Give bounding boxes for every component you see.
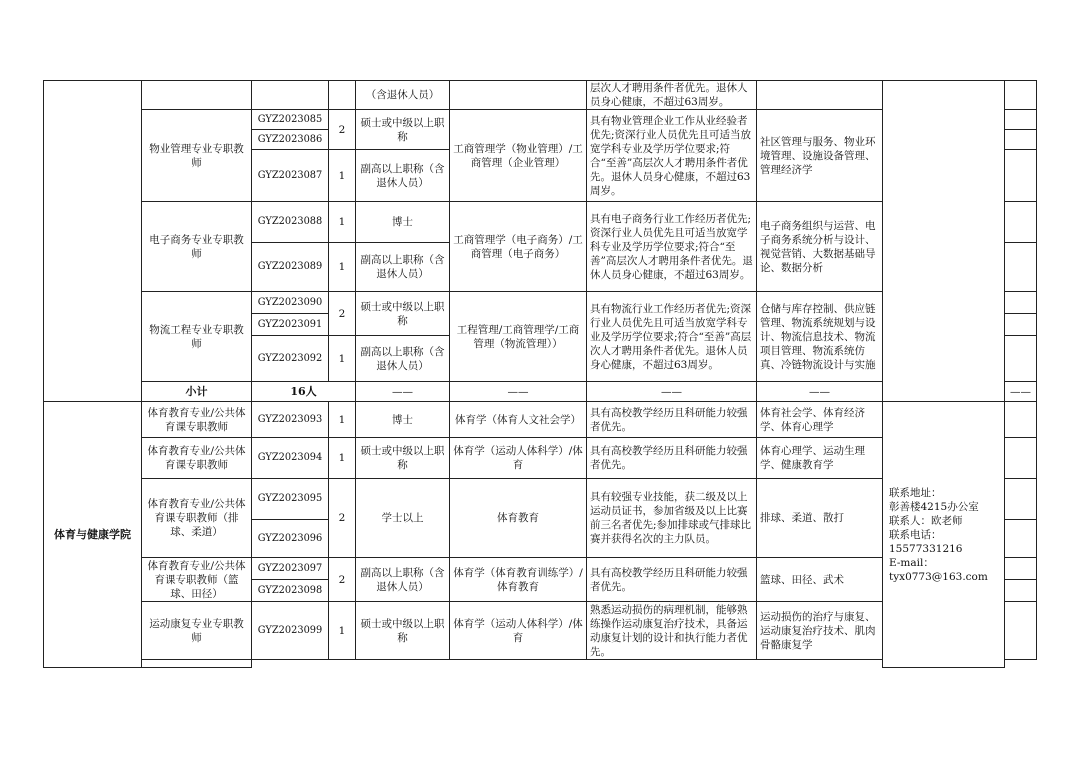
- major-cell: [450, 81, 587, 110]
- remark-cell: [1005, 81, 1037, 110]
- position-cell: 体育教育专业/公共体育课专职教师（排球、柔道）: [142, 479, 252, 558]
- subtotal-count: 16人: [252, 382, 356, 402]
- condition-cell: 层次人才聘用条件者优先。退休人员身心健康，不超过63周岁。: [587, 81, 757, 110]
- remark-cell: [1005, 150, 1037, 202]
- requirement-cell: 副高以上职称（含退休人员）: [356, 558, 450, 602]
- major-cell: 体育学（体育人文社会学）: [450, 402, 587, 438]
- major-cell: 体育教育: [450, 479, 587, 558]
- subtotal-dash: ——: [450, 382, 587, 402]
- direction-cell: 运动损伤的治疗与康复、运动康复治疗技术、肌肉骨骼康复学: [757, 602, 883, 660]
- position-code: GYZ2023097: [252, 558, 329, 580]
- count-cell: 1: [329, 243, 356, 292]
- condition-cell: 具有高校教学经历且科研能力较强者优先。: [587, 558, 757, 602]
- position-cell: 体育教育专业/公共体育课专职教师（篮球、田径）: [142, 558, 252, 602]
- contact-person: 联系人：欧老师: [889, 514, 963, 527]
- position-cell: 电子商务专业专职教师: [142, 202, 252, 292]
- condition-cell: 具有物流行业工作经历者优先;资深行业人员优先且可适当放宽学科专业及学历学位要求;符合“至善”高层次人才聘用条件者优先。退休人员身心健康，不超过63周岁。: [587, 292, 757, 382]
- major-cell: 体育学（运动人体科学）/体育: [450, 602, 587, 660]
- contact-phone: 15577331216: [889, 542, 963, 555]
- position-cell: 运动康复专业专职教师: [142, 602, 252, 660]
- condition-cell: 具有较强专业技能，获二级及以上运动员证书，参加省级及以上比赛前三名者优先;参加排球或气排球比赛并获得名次的主力队员。: [587, 479, 757, 558]
- remark-cell: [1005, 438, 1037, 479]
- position-cell: 体育教育专业/公共体育课专职教师: [142, 438, 252, 479]
- remark-cell: [1005, 602, 1037, 660]
- subtotal-dash: ——: [757, 382, 883, 402]
- position-code: GYZ2023086: [252, 130, 329, 150]
- contact-cell-top: [883, 81, 1005, 402]
- condition-cell: 具有高校教学经历且科研能力较强者优先。: [587, 402, 757, 438]
- contact-email: tyx0773@163.com: [889, 570, 988, 583]
- direction-cell: 排球、柔道、散打: [757, 479, 883, 558]
- remark-cell: [142, 660, 252, 668]
- count-cell: 2: [329, 479, 356, 558]
- subtotal-dash: ——: [587, 382, 757, 402]
- count-cell: 1: [329, 336, 356, 382]
- contact-email-label: E-mail：: [889, 556, 934, 569]
- count-cell: 1: [329, 438, 356, 479]
- requirement-cell: 硕士或中级以上职称: [356, 602, 450, 660]
- remark-cell: [1005, 243, 1037, 292]
- position-cell: 体育教育专业/公共体育课专职教师: [142, 402, 252, 438]
- count-cell: 1: [329, 402, 356, 438]
- count-cell: 1: [329, 602, 356, 660]
- major-cell: 工商管理学（电子商务）/工商管理（电子商务）: [450, 202, 587, 292]
- count-cell: 1: [329, 202, 356, 243]
- remark-cell: [1005, 202, 1037, 243]
- major-cell: 工商管理学（物业管理）/工商管理（企业管理）: [450, 110, 587, 202]
- direction-cell: 社区管理与服务、物业环境管理、设施设备管理、管理经济学: [757, 110, 883, 202]
- position-code: GYZ2023090: [252, 292, 329, 314]
- direction-cell: 篮球、田径、武术: [757, 558, 883, 602]
- condition-cell: 具有物业管理企业工作从业经验者优先;资深行业人员优先且可适当放宽学科专业及学历学位要求;符合“至善”高层次人才聘用条件者优先。退休人员身心健康，不超过63周岁。: [587, 110, 757, 202]
- remark-cell: [1005, 558, 1037, 580]
- position-cell: [142, 81, 252, 110]
- requirement-cell: 副高以上职称（含退休人员）: [356, 336, 450, 382]
- contact-info: [883, 402, 1005, 668]
- position-code: GYZ2023088: [252, 202, 329, 243]
- direction-cell: 体育社会学、体育经济学、体育心理学: [757, 402, 883, 438]
- direction-cell: 电子商务组织与运营、电子商务系统分析与设计、视觉营销、大数据基础导论、数据分析: [757, 202, 883, 292]
- position-code: GYZ2023085: [252, 110, 329, 130]
- code-cell: [252, 81, 329, 110]
- subtotal-dash: ——: [356, 382, 450, 402]
- subtotal-label: 小计: [142, 382, 252, 402]
- remark-cell: [1005, 336, 1037, 382]
- position-code: GYZ2023089: [252, 243, 329, 292]
- major-cell: 体育学（体育教育训练学）/体育教育: [450, 558, 587, 602]
- position-cell: 物流工程专业专职教师: [142, 292, 252, 382]
- remark-cell: [1005, 580, 1037, 602]
- requirement-cell: 博士: [356, 202, 450, 243]
- requirement-cell: 博士: [356, 402, 450, 438]
- remark-cell: [1005, 520, 1037, 558]
- remark-cell: [1005, 130, 1037, 150]
- college-name: 体育与健康学院: [44, 402, 142, 668]
- condition-cell: 熟悉运动损伤的病理机制，能够熟练操作运动康复治疗技术，具备运动康复计划的设计和执行能力者优先。: [587, 602, 757, 660]
- remark-cell: [1005, 110, 1037, 130]
- count-cell: 1: [329, 150, 356, 202]
- remark-cell: [1005, 292, 1037, 314]
- requirement-cell: 副高以上职称（含退休人员）: [356, 150, 450, 202]
- subtotal-dash: ——: [1005, 382, 1037, 402]
- contact-phone-label: 联系电话：: [889, 528, 942, 541]
- requirement-cell: 硕士或中级以上职称: [356, 292, 450, 336]
- remark-cell: [1005, 479, 1037, 520]
- position-code: GYZ2023096: [252, 520, 329, 558]
- requirement-cell: 学士以上: [356, 479, 450, 558]
- condition-cell: 具有电子商务行业工作经历者优先;资深行业人员优先且可适当放宽学科专业及学历学位要求;符合“至善”高层次人才聘用条件者优先。退休人员身心健康，不超过63周岁。: [587, 202, 757, 292]
- remark-cell: [1005, 402, 1037, 438]
- direction-cell: 仓储与库存控制、供应链管理、物流系统规划与设计、物流信息技术、物流项目管理、物流系统仿真、冷链物流设计与实施: [757, 292, 883, 382]
- contact-address: 彰善楼4215办公室: [889, 500, 979, 513]
- position-code: GYZ2023087: [252, 150, 329, 202]
- count-cell: [329, 81, 356, 110]
- position-code: GYZ2023094: [252, 438, 329, 479]
- count-cell: 2: [329, 292, 356, 336]
- count-cell: 2: [329, 558, 356, 602]
- remark-cell: [1005, 314, 1037, 336]
- requirement-cell: 硕士或中级以上职称: [356, 438, 450, 479]
- major-cell: 工程管理/工商管理学/工商管理（物流管理））: [450, 292, 587, 382]
- position-code: GYZ2023099: [252, 602, 329, 660]
- condition-cell: 具有高校教学经历且科研能力较强者优先。: [587, 438, 757, 479]
- position-code: GYZ2023092: [252, 336, 329, 382]
- count-cell: 2: [329, 110, 356, 150]
- requirement-cell: 副高以上职称（含退休人员）: [356, 243, 450, 292]
- position-code: GYZ2023098: [252, 580, 329, 602]
- position-cell: 物业管理专业专职教师: [142, 110, 252, 202]
- direction-cell: 体育心理学、运动生理学、健康教育学: [757, 438, 883, 479]
- direction-cell: [757, 81, 883, 110]
- major-cell: 体育学（运动人体科学）/体育: [450, 438, 587, 479]
- requirement-cell: 硕士或中级以上职称: [356, 110, 450, 150]
- college-cell-top: [44, 81, 142, 402]
- position-code: GYZ2023095: [252, 479, 329, 520]
- contact-address-label: 联系地址：: [889, 486, 942, 499]
- requirement-cell: （含退休人员）: [356, 81, 450, 110]
- recruitment-table: [43, 80, 1037, 668]
- position-code: GYZ2023091: [252, 314, 329, 336]
- position-code: GYZ2023093: [252, 402, 329, 438]
